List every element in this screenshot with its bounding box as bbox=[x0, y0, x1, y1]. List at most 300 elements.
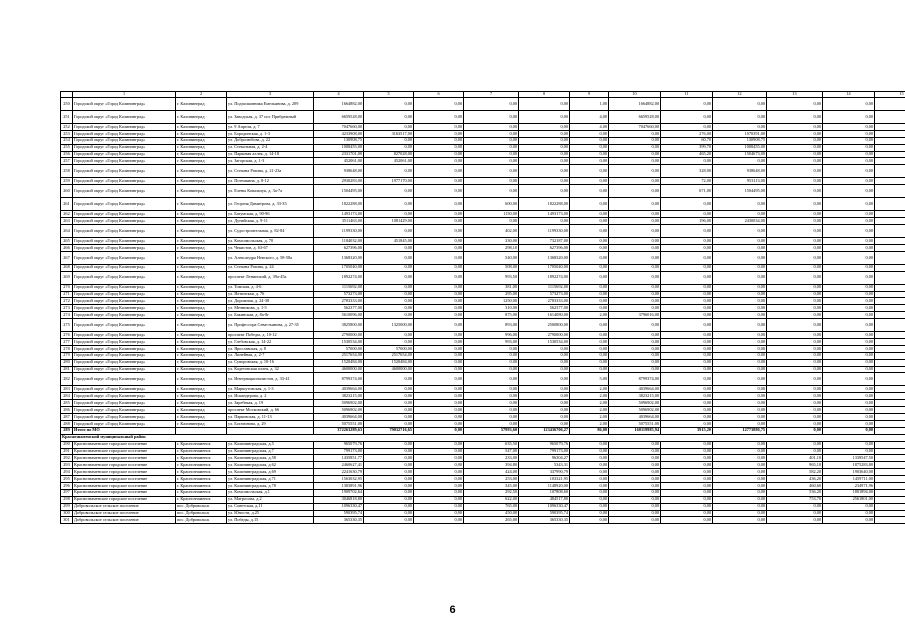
table-cell: 5096902,00 bbox=[314, 400, 364, 407]
table-cell: ул. Томская, д. 4-6 bbox=[227, 284, 314, 291]
table-cell: 0,00 bbox=[661, 448, 713, 455]
table-cell: 0,00 bbox=[414, 238, 464, 245]
table-cell: 0,00 bbox=[661, 366, 713, 373]
table-cell: 0,00 bbox=[414, 332, 464, 339]
table-cell: ул. Богатинова, д. 29 bbox=[227, 420, 314, 427]
table-cell: 0,00 bbox=[767, 144, 823, 151]
table-cell: 1008455,00 bbox=[314, 144, 364, 151]
table-cell: 0,00 bbox=[661, 420, 713, 427]
table-row bbox=[61, 298, 905, 305]
table-cell: 0,00 bbox=[570, 455, 609, 462]
table-cell: Городской округ «Город Калининград» bbox=[73, 244, 176, 251]
table-cell: 0,00 bbox=[661, 510, 713, 517]
table-cell: 0,00 bbox=[661, 332, 713, 339]
table-cell: 0,00 bbox=[464, 352, 519, 359]
document-sheet bbox=[60, 91, 904, 524]
table-cell bbox=[875, 158, 905, 165]
table-cell: 0,00 bbox=[464, 386, 519, 393]
table-cell: Городской округ «Город Калининград» bbox=[73, 137, 176, 144]
table-row bbox=[61, 185, 905, 198]
table-row bbox=[61, 144, 905, 151]
table-cell: 1664882,00 bbox=[314, 98, 364, 111]
table-cell: 993,00 bbox=[464, 339, 519, 346]
table-cell: 827028,00 bbox=[364, 151, 414, 158]
table-cell: Городской округ «Город Калининград» bbox=[73, 251, 176, 264]
table-cell: 0,00 bbox=[767, 98, 823, 111]
table-cell bbox=[875, 373, 905, 386]
table-cell: 394,80 bbox=[464, 462, 519, 469]
table-cell: 0,00 bbox=[609, 352, 661, 359]
table-cell: ул. Интернационалистов, д. 33-41 bbox=[227, 373, 314, 386]
table-row bbox=[61, 420, 905, 427]
table-cell bbox=[875, 427, 905, 434]
table-cell: 0,00 bbox=[414, 218, 464, 225]
table-cell: 0,00 bbox=[519, 359, 570, 366]
table-cell: 0,00 bbox=[823, 305, 875, 312]
table-cell: 627396,00 bbox=[314, 244, 364, 251]
table-cell: 0,00 bbox=[767, 373, 823, 386]
table-cell bbox=[875, 345, 905, 352]
table-cell: 0,00 bbox=[464, 359, 519, 366]
table-cell: ул. Батумская, д. 90-96 bbox=[227, 211, 314, 218]
table-cell: Добровольское сельское поселение bbox=[73, 517, 176, 524]
table-cell: г. Калининград bbox=[176, 420, 227, 427]
table-cell: 0,00 bbox=[661, 462, 713, 469]
table-cell: ул. Юности, д.25 bbox=[227, 510, 314, 517]
table-cell: 1184032,00 bbox=[314, 238, 364, 245]
table-cell: 402,00 bbox=[464, 225, 519, 238]
table-cell: 0,00 bbox=[713, 251, 767, 264]
table-cell: 0,00 bbox=[767, 319, 823, 332]
table-cell: 965,10 bbox=[767, 462, 823, 469]
table-cell: г. Калининград bbox=[176, 124, 227, 131]
table-cell bbox=[875, 517, 905, 524]
table-cell: 0,00 bbox=[414, 244, 464, 251]
table-cell: 0,00 bbox=[570, 198, 609, 211]
table-cell: 0,00 bbox=[570, 489, 609, 496]
table-cell: 0,00 bbox=[823, 158, 875, 165]
table-cell: 4039664,00 bbox=[609, 386, 661, 393]
table-cell: 0,00 bbox=[414, 165, 464, 178]
table-cell: 0,00 bbox=[609, 298, 661, 305]
table-cell: 452061,00 bbox=[364, 158, 414, 165]
table-cell: 0,00 bbox=[464, 393, 519, 400]
table-cell: 0,00 bbox=[767, 407, 823, 414]
table-cell: 0,00 bbox=[364, 111, 414, 124]
table-cell: 0,00 bbox=[823, 291, 875, 298]
row-number-cell: 286 bbox=[61, 407, 73, 414]
table-cell: 0,00 bbox=[414, 414, 464, 421]
table-cell: 0,00 bbox=[823, 359, 875, 366]
table-cell: 0,00 bbox=[570, 441, 609, 448]
table-cell: 0,00 bbox=[414, 211, 464, 218]
table-cell: 938648,00 bbox=[314, 165, 364, 178]
table-cell: 4039664,00 bbox=[314, 414, 364, 421]
table-cell: 0,00 bbox=[767, 305, 823, 312]
table-cell: 130908,75 bbox=[314, 137, 364, 144]
row-number-cell: 253 bbox=[61, 130, 73, 137]
table-cell: 0,00 bbox=[661, 319, 713, 332]
table-cell: Городской округ «Город Калининград» bbox=[73, 386, 176, 393]
table-cell: 399,70 bbox=[661, 144, 713, 151]
table-cell bbox=[875, 476, 905, 483]
table-cell: 0,00 bbox=[823, 510, 875, 517]
table-row bbox=[61, 271, 905, 284]
header-cell: 15 bbox=[875, 92, 905, 98]
table-cell bbox=[875, 482, 905, 489]
table-cell: 0,00 bbox=[519, 165, 570, 178]
table-cell: 627396,00 bbox=[519, 244, 570, 251]
table-cell: 996,00 bbox=[464, 332, 519, 339]
table-cell: 0,00 bbox=[661, 305, 713, 312]
table-cell: 0,00 bbox=[364, 482, 414, 489]
table-cell: 0,00 bbox=[713, 400, 767, 407]
table-cell: г. Краснознаменск bbox=[176, 496, 227, 503]
table-cell: 365330,35 bbox=[519, 517, 570, 524]
table-cell: 1339547,50 bbox=[823, 455, 875, 462]
row-number-cell: 254 bbox=[61, 137, 73, 144]
table-cell: 0,00 bbox=[713, 244, 767, 251]
table-cell: 0,00 bbox=[713, 111, 767, 124]
table-cell bbox=[875, 420, 905, 427]
table-cell: 1705040,00 bbox=[519, 264, 570, 271]
table-cell: 0,00 bbox=[609, 448, 661, 455]
table-cell: 0,00 bbox=[609, 319, 661, 332]
table-row bbox=[61, 332, 905, 339]
table-cell: 0,00 bbox=[364, 211, 414, 218]
table-cell: 0,00 bbox=[661, 244, 713, 251]
table-cell: 0,00 bbox=[609, 476, 661, 483]
table-cell: г. Калининград bbox=[176, 345, 227, 352]
table-cell bbox=[875, 366, 905, 373]
table-cell: 0,00 bbox=[609, 462, 661, 469]
table-cell: 0,00 bbox=[414, 251, 464, 264]
table-cell: 0,00 bbox=[661, 264, 713, 271]
table-cell: 0,00 bbox=[414, 366, 464, 373]
row-number-cell: 277 bbox=[61, 339, 73, 346]
row-number-cell: 292 bbox=[61, 455, 73, 462]
table-cell: 993,50 bbox=[464, 271, 519, 284]
table-cell: 0,00 bbox=[364, 462, 414, 469]
table-cell: 57993,60 bbox=[464, 427, 519, 434]
table-cell bbox=[875, 251, 905, 264]
table-cell: 160119985,94 bbox=[609, 427, 661, 434]
table-cell: 0,00 bbox=[570, 264, 609, 271]
row-number-cell: 289 bbox=[61, 427, 73, 434]
table-cell: г. Калининград bbox=[176, 305, 227, 312]
table-cell: ул. Заребекая, д. 19 bbox=[227, 400, 314, 407]
table-cell: Городской округ «Город Калининград» bbox=[73, 185, 176, 198]
table-cell: ул. Советская, д.11 bbox=[227, 503, 314, 510]
table-cell: Краснознаменское городское поселение bbox=[73, 482, 176, 489]
table-cell: 2517654,00 bbox=[314, 352, 364, 359]
table-cell: Городской округ «Город Калининград» bbox=[73, 271, 176, 284]
table-cell: 5,00 bbox=[570, 373, 609, 386]
table-cell: 0,00 bbox=[823, 218, 875, 225]
table-cell: 0,00 bbox=[713, 298, 767, 305]
table-cell bbox=[875, 198, 905, 211]
row-number-cell: 299 bbox=[61, 503, 73, 510]
table-cell: 0,00 bbox=[570, 366, 609, 373]
table-cell: 0,00 bbox=[609, 517, 661, 524]
table-cell: Городской округ «Город Калининград» bbox=[73, 312, 176, 319]
table-cell: 7047660,00 bbox=[609, 124, 661, 131]
table-cell: 0,00 bbox=[464, 151, 519, 158]
table-cell: 0,00 bbox=[609, 441, 661, 448]
table-row bbox=[61, 469, 905, 476]
table-cell: ул. Калининградская, д.71 bbox=[227, 476, 314, 483]
table-cell: 0,00 bbox=[414, 400, 464, 407]
table-cell: ул. Комсомольская, д. 70 bbox=[227, 238, 314, 245]
table-row bbox=[61, 158, 905, 165]
table-cell: 0,00 bbox=[661, 271, 713, 284]
table-cell: Краснознаменское городское поселение bbox=[73, 455, 176, 462]
table-cell: 0,00 bbox=[364, 386, 414, 393]
table-cell: 635,50 bbox=[464, 441, 519, 448]
table-cell: 2783333,00 bbox=[314, 298, 364, 305]
table-cell: 0,00 bbox=[570, 178, 609, 185]
table-cell: 0,00 bbox=[661, 393, 713, 400]
table-cell: 0,00 bbox=[609, 345, 661, 352]
table-cell: проспект Победы, д. 10-12 bbox=[227, 332, 314, 339]
table-cell: 0,00 bbox=[823, 284, 875, 291]
table-cell: г. Калининград bbox=[176, 414, 227, 421]
table-cell: 5096902,00 bbox=[314, 407, 364, 414]
table-cell: 0,00 bbox=[414, 319, 464, 332]
table-cell: 6659528,00 bbox=[314, 111, 364, 124]
table-cell bbox=[875, 124, 905, 131]
header-cell: 8 bbox=[519, 92, 570, 98]
table-cell: 573273,00 bbox=[314, 291, 364, 298]
table-row bbox=[61, 238, 905, 245]
table-cell: ул. Калининградская, д.69 bbox=[227, 469, 314, 476]
table-row bbox=[61, 124, 905, 131]
table-cell: 0,00 bbox=[570, 496, 609, 503]
table-cell: 0,00 bbox=[364, 373, 414, 386]
table-cell: 0,00 bbox=[713, 407, 767, 414]
table-cell: ул. Профессора Севастьянова, д. 27-35 bbox=[227, 319, 314, 332]
table-cell bbox=[875, 400, 905, 407]
table-cell: 0,00 bbox=[713, 489, 767, 496]
table-cell: 0,00 bbox=[414, 393, 464, 400]
table-cell: 0,00 bbox=[570, 185, 609, 198]
table-cell: Городской округ «Город Калининград» bbox=[73, 144, 176, 151]
table-cell: 0,00 bbox=[823, 414, 875, 421]
table-cell: 0,00 bbox=[823, 185, 875, 198]
table-cell: 0,00 bbox=[364, 312, 414, 319]
table-cell: 0,00 bbox=[414, 462, 464, 469]
table-cell: Городской округ «Город Калининград» bbox=[73, 111, 176, 124]
table-cell: 590395,74 bbox=[314, 510, 364, 517]
table-cell: 0,00 bbox=[570, 345, 609, 352]
table-cell: г. Калининград bbox=[176, 144, 227, 151]
table-cell: 0,00 bbox=[609, 218, 661, 225]
table-cell: 4600000,00 bbox=[314, 366, 364, 373]
table-cell bbox=[875, 332, 905, 339]
table-cell: 799173,00 bbox=[519, 448, 570, 455]
table-cell: 0,00 bbox=[519, 137, 570, 144]
table-cell: 0,00 bbox=[609, 503, 661, 510]
table-cell: Краснознаменское городское поселение bbox=[73, 462, 176, 469]
table-cell: Городской округ «Город Калининград» bbox=[73, 124, 176, 131]
table-cell: 0,00 bbox=[713, 124, 767, 131]
table-cell: 0,00 bbox=[414, 151, 464, 158]
row-number-cell: 261 bbox=[61, 198, 73, 211]
row-number-cell: 298 bbox=[61, 496, 73, 503]
table-cell: Городской округ «Город Калининград» bbox=[73, 130, 176, 137]
table-cell: г. Краснознаменск bbox=[176, 441, 227, 448]
table-cell: 8799374,00 bbox=[314, 373, 364, 386]
table-cell: 4233908,00 bbox=[314, 130, 364, 137]
table-cell bbox=[875, 137, 905, 144]
table-cell bbox=[875, 393, 905, 400]
table-cell: 0,00 bbox=[364, 271, 414, 284]
table-cell: 8799374,00 bbox=[609, 373, 661, 386]
table-cell: 0,00 bbox=[713, 393, 767, 400]
table-cell: 0,00 bbox=[609, 332, 661, 339]
table-cell: 381,00 bbox=[464, 284, 519, 291]
table-cell: 0,00 bbox=[414, 185, 464, 198]
table-cell: 0,00 bbox=[661, 414, 713, 421]
table-cell: Краснознаменское городское поселение bbox=[73, 441, 176, 448]
table-cell: 0,00 bbox=[661, 284, 713, 291]
row-number-cell: 262 bbox=[61, 211, 73, 218]
table-cell: 5096902,00 bbox=[609, 407, 661, 414]
table-cell: 0,00 bbox=[414, 441, 464, 448]
table-cell: 0,00 bbox=[519, 366, 570, 373]
table-cell: 0,00 bbox=[414, 469, 464, 476]
table-cell: ул. Линейная, д. 2-7 bbox=[227, 352, 314, 359]
table-cell: 0,00 bbox=[661, 482, 713, 489]
table-cell: 253,00 bbox=[464, 476, 519, 483]
table-cell: ул. Степана Разина, д. 24 bbox=[227, 264, 314, 271]
table-cell: 0,00 bbox=[464, 414, 519, 421]
table-cell: 2790000,00 bbox=[314, 332, 364, 339]
table-cell: Добровольское сельское поселение bbox=[73, 510, 176, 517]
table-cell: 0,00 bbox=[364, 185, 414, 198]
table-cell: ул. 9 Апреля, д. 7 bbox=[227, 124, 314, 131]
table-cell: 0,00 bbox=[767, 427, 823, 434]
table-cell: 0,00 bbox=[414, 137, 464, 144]
table-cell: 0,00 bbox=[519, 393, 570, 400]
table-cell: Краснознаменское городское поселение bbox=[73, 476, 176, 483]
row-number-cell: 266 bbox=[61, 244, 73, 251]
table-cell: 0,00 bbox=[823, 448, 875, 455]
table-cell: 0,00 bbox=[519, 373, 570, 386]
table-cell: 424,00 bbox=[464, 469, 519, 476]
table-cell: 0,00 bbox=[823, 244, 875, 251]
table-cell: 0,00 bbox=[823, 332, 875, 339]
table-cell: 0,00 bbox=[767, 366, 823, 373]
table-cell: пос. Добровольск bbox=[176, 510, 227, 517]
table-cell bbox=[875, 496, 905, 503]
table-cell: 460,60 bbox=[767, 482, 823, 489]
table-cell: 0,00 bbox=[661, 373, 713, 386]
table-row bbox=[61, 319, 905, 332]
table-cell: 1892274,00 bbox=[314, 271, 364, 284]
table-cell: 0,00 bbox=[570, 319, 609, 332]
table-cell: Городской округ «Город Калининград» bbox=[73, 393, 176, 400]
table-cell: г. Краснознаменск bbox=[176, 489, 227, 496]
table-cell: г. Калининград bbox=[176, 352, 227, 359]
row-number-cell: 258 bbox=[61, 165, 73, 178]
table-cell: 1096330,47 bbox=[314, 503, 364, 510]
table-cell: 0,00 bbox=[713, 414, 767, 421]
table-cell: 0,00 bbox=[823, 98, 875, 111]
table-cell: 0,00 bbox=[767, 151, 823, 158]
table-cell: 0,00 bbox=[661, 469, 713, 476]
table-cell: 123436706,27 bbox=[519, 427, 570, 434]
table-cell: Городской округ «Город Калининград» bbox=[73, 420, 176, 427]
table-cell: 0,00 bbox=[364, 298, 414, 305]
table-cell: 0,00 bbox=[364, 165, 414, 178]
table-cell: 0,00 bbox=[713, 238, 767, 245]
table-cell: 0,00 bbox=[767, 225, 823, 238]
row-number-cell: 281 bbox=[61, 366, 73, 373]
row-number-cell: 293 bbox=[61, 462, 73, 469]
table-cell bbox=[875, 165, 905, 178]
table-cell: 0,00 bbox=[767, 345, 823, 352]
table-cell: 0,00 bbox=[713, 339, 767, 346]
row-number-cell: 285 bbox=[61, 400, 73, 407]
table-cell: 875,00 bbox=[464, 312, 519, 319]
row-number-cell: 259 bbox=[61, 178, 73, 185]
table-cell: г. Калининград bbox=[176, 264, 227, 271]
table-cell: 0,00 bbox=[519, 352, 570, 359]
table-cell: г. Калининград bbox=[176, 291, 227, 298]
table-row bbox=[61, 291, 905, 298]
table-cell: 3046818,80 bbox=[314, 496, 364, 503]
table-cell: 0,00 bbox=[713, 225, 767, 238]
table-cell: 0,00 bbox=[609, 366, 661, 373]
table-cell: 0,00 bbox=[823, 427, 875, 434]
table-cell: 0,00 bbox=[519, 420, 570, 427]
row-number-cell: 250 bbox=[61, 98, 73, 111]
table-cell: 2500800,00 bbox=[519, 319, 570, 332]
table-cell: 0,00 bbox=[661, 251, 713, 264]
table-cell: 0,00 bbox=[364, 198, 414, 211]
table-cell: 7047660,00 bbox=[314, 124, 364, 131]
table-row bbox=[61, 130, 905, 137]
table-cell: Краснознаменское городское поселение bbox=[73, 469, 176, 476]
table-row bbox=[61, 284, 905, 291]
table-cell: 0,00 bbox=[609, 455, 661, 462]
table-cell: 4039664,00 bbox=[314, 386, 364, 393]
table-cell: 0,00 bbox=[767, 165, 823, 178]
row-number-cell: 275 bbox=[61, 319, 73, 332]
table-cell: 508,00 bbox=[464, 264, 519, 271]
table-row bbox=[61, 448, 905, 455]
table-cell bbox=[227, 427, 314, 434]
table-cell: 0,00 bbox=[823, 111, 875, 124]
table-cell: 0,00 bbox=[414, 271, 464, 284]
table-row bbox=[61, 345, 905, 352]
table-cell: 0,00 bbox=[661, 158, 713, 165]
table-cell: 2561801,00 bbox=[823, 496, 875, 503]
table-cell: 0,00 bbox=[414, 427, 464, 434]
table-cell: 0,00 bbox=[519, 144, 570, 151]
table-cell: 57000,00 bbox=[364, 345, 414, 352]
header-cell: 14 bbox=[823, 92, 875, 98]
table-cell: 196,00 bbox=[661, 218, 713, 225]
table-cell: 0,00 bbox=[364, 264, 414, 271]
table-cell: Городской округ «Город Калининград» bbox=[73, 414, 176, 421]
table-cell: 1115692,00 bbox=[519, 284, 570, 291]
table-cell: 0,00 bbox=[464, 137, 519, 144]
table-row bbox=[61, 462, 905, 469]
table-cell: 0,00 bbox=[767, 386, 823, 393]
table-cell: пос. Добровольск bbox=[176, 517, 227, 524]
